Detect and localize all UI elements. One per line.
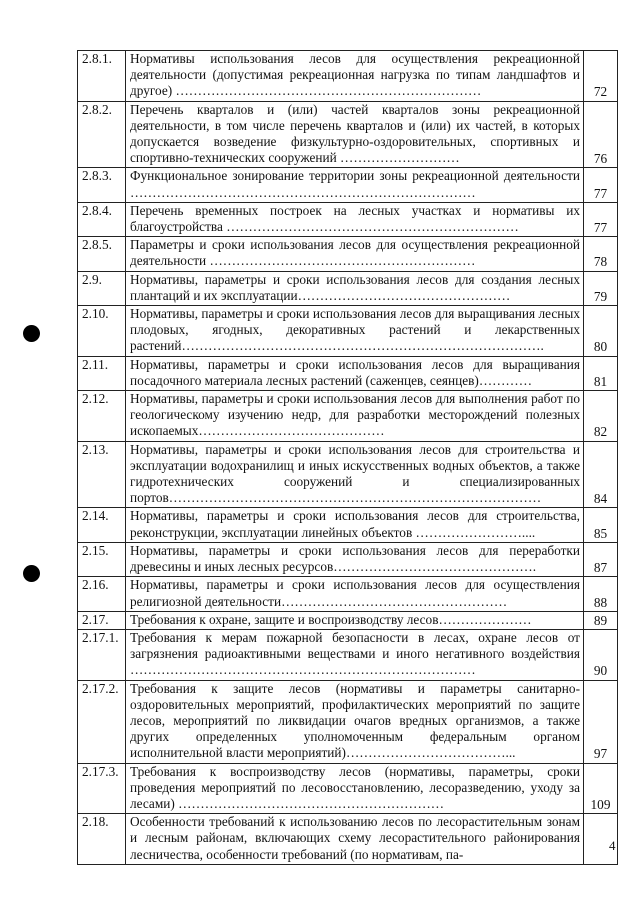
- toc-section-number: 2.8.1.: [78, 51, 126, 102]
- toc-section-title: Нормативы, параметры и сроки использования лесов для создания лесных плантаций и их эксплуатации…………………………………………: [126, 271, 584, 305]
- toc-section-number: 2.15.: [78, 542, 126, 576]
- toc-page-number: 97: [584, 680, 618, 763]
- toc-row: [78, 577, 618, 611]
- toc-page-number: 109: [584, 763, 618, 814]
- toc-page-number: 80: [584, 306, 618, 357]
- toc-section-title: Параметры и сроки использования лесов для осуществления рекреационной деятельности ……………………………………………………: [126, 237, 584, 271]
- toc-section-number: 2.8.3.: [78, 168, 126, 202]
- toc-page-number: 77: [584, 168, 618, 202]
- toc-row: [78, 101, 618, 168]
- toc-section-title: Особенности требований к использованию лесов по лесорастительным зонам и лесным районам, включающих схему лесорастительного районирования лесничества, особенности требований (по нормативам, па-: [126, 814, 584, 865]
- toc-page-number: 89: [584, 611, 618, 629]
- toc-row: [78, 271, 618, 305]
- toc-section-title: Нормативы, параметры и сроки использования лесов для переработки древесины и иных лесных ресурсов……………………………………….: [126, 542, 584, 576]
- toc-row: [78, 237, 618, 271]
- toc-row: [78, 542, 618, 576]
- toc-section-number: 2.17.3.: [78, 763, 126, 814]
- toc-section-title: Нормативы, параметры и сроки использования лесов для выполнения работ по геологическому изучению недр, для разработки месторождений полезных ископаемых……………………………………: [126, 391, 584, 442]
- toc-page-number: 79: [584, 271, 618, 305]
- toc-row: [78, 508, 618, 542]
- toc-section-title: Требования к мерам пожарной безопасности в лесах, охране лесов от загрязнения радиоактивными веществами и иного негативного воздействия ……………………………………………………………………: [126, 629, 584, 680]
- punch-hole-top: [23, 325, 40, 342]
- toc-section-title: Нормативы, параметры и сроки использования лесов для выращивания лесных плодовых, ягодных, декоративных растений и лекарственных растений……………………………………………………………………….: [126, 306, 584, 357]
- toc-page-number: 78: [584, 237, 618, 271]
- toc-row: [78, 391, 618, 442]
- toc-section-number: 2.8.5.: [78, 237, 126, 271]
- toc-row: [78, 51, 618, 102]
- toc-section-title: Требования к охране, защите и воспроизводству лесов…………………: [126, 611, 584, 629]
- toc-section-title: Функциональное зонирование территории зоны рекреационной деятельности ……………………………………………………………………: [126, 168, 584, 202]
- toc-section-number: 2.11.: [78, 356, 126, 390]
- toc-page-number: 87: [584, 542, 618, 576]
- toc-section-title: Нормативы, параметры и сроки использования лесов для строительства и эксплуатации водохранилищ и иных искусственных водных объектов, а также гидротехнических сооружений и специализированных портов…………………………………………………………………………: [126, 441, 584, 508]
- toc-section-number: 2.18.: [78, 814, 126, 865]
- toc-page-number: 82: [584, 391, 618, 442]
- toc-page-number: 81: [584, 356, 618, 390]
- toc-section-number: 2.9.: [78, 271, 126, 305]
- toc-page-number: 76: [584, 101, 618, 168]
- toc-section-title: Перечень кварталов и (или) частей кварталов зоны рекреационной деятельности, в том числе перечень кварталов и (или) их частей, в которых допускается возведение физкультурно-оздоровительных, спортивных и спортивно-технических сооружений ………………………: [126, 101, 584, 168]
- toc-section-title: Требования к защите лесов (нормативы и параметры санитарно-оздоровительных мероприятий, профилактических мероприятий по защите лесов, мероприятий по ликвидации очагов вредных организмов, а также других определенных уполномоченным федеральным органом исполнительной власти мероприятий)………………………………...: [126, 680, 584, 763]
- toc-section-title: Нормативы, параметры и сроки использования лесов для выращивания посадочного материала лесных растений (саженцев, сеянцев)…………: [126, 356, 584, 390]
- toc-table: [77, 50, 618, 865]
- toc-row: [78, 356, 618, 390]
- toc-section-title: Нормативы, параметры и сроки использования лесов для строительства, реконструкции, эксплуатации линейных объектов ……………………....: [126, 508, 584, 542]
- toc-row: [78, 168, 618, 202]
- toc-section-title: Перечень временных построек на лесных участках и нормативы их благоустройства …………………………………………………………: [126, 202, 584, 236]
- toc-section-number: 2.8.4.: [78, 202, 126, 236]
- toc-row: [78, 441, 618, 508]
- toc-section-number: 2.13.: [78, 441, 126, 508]
- toc-page-number: 85: [584, 508, 618, 542]
- toc-section-title: Требования к воспроизводству лесов (нормативы, параметры, сроки проведения мероприятий по лесовосстановлению, лесоразведению, уходу за лесами) ……………………………………………………: [126, 763, 584, 814]
- toc-section-number: 2.17.1.: [78, 629, 126, 680]
- toc-section-title: Нормативы использования лесов для осуществления рекреационной деятельности (допустимая рекреационная нагрузка по типам ландшафтов и другое) ……………………………………………………………: [126, 51, 584, 102]
- toc-section-number: 2.17.2.: [78, 680, 126, 763]
- toc-page-number: 88: [584, 577, 618, 611]
- toc-row: [78, 680, 618, 763]
- punch-hole-bottom: [23, 565, 40, 582]
- toc-row: [78, 202, 618, 236]
- toc-section-number: 2.16.: [78, 577, 126, 611]
- toc-page-number: 84: [584, 441, 618, 508]
- toc-row: [78, 814, 618, 865]
- toc-row: [78, 629, 618, 680]
- toc-section-title: Нормативы, параметры и сроки использования лесов для осуществления религиозной деятельности……………………………………………: [126, 577, 584, 611]
- toc-section-number: 2.14.: [78, 508, 126, 542]
- toc-page-number: 72: [584, 51, 618, 102]
- toc-row: [78, 611, 618, 629]
- toc-page-number: 77: [584, 202, 618, 236]
- toc-row: [78, 763, 618, 814]
- toc-section-number: 2.17.: [78, 611, 126, 629]
- page-number: 4: [609, 838, 616, 853]
- toc-page-number: 90: [584, 629, 618, 680]
- toc-row: [78, 306, 618, 357]
- toc-section-number: 2.10.: [78, 306, 126, 357]
- toc-section-number: 2.12.: [78, 391, 126, 442]
- toc-section-number: 2.8.2.: [78, 101, 126, 168]
